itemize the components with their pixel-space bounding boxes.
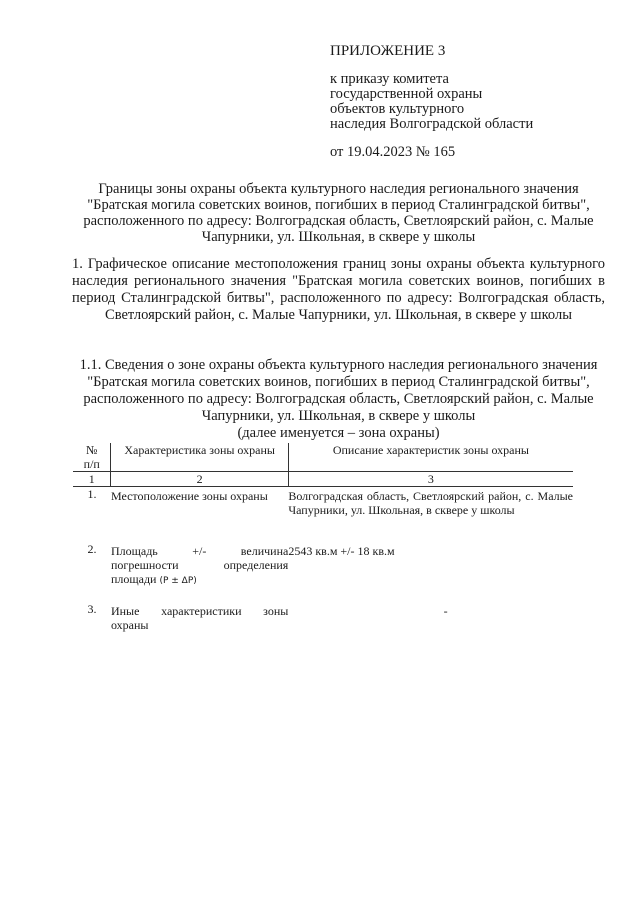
protection-zone-table [73,443,573,642]
table-row [73,602,573,642]
table-header-row [73,443,573,472]
area-formula: (P ± ΔP) [159,576,197,586]
row-number: 3. [87,602,97,616]
section-1-heading: 1. Графическое описание местоположения границ зоны охраны объекта культурного наследия регионального значения "Братская могила советских воинов, погибших в период Сталинградской битвы", расположенного по адресу: Волгоградская область, Светлоярский район, с. Малые Чапурники, ул. Школьная, в сквере у школы [72,256,605,323]
appendix-line: к приказу комитета [330,71,449,87]
header-num [73,443,111,472]
column-number: 2 [111,472,288,487]
row-description: - [443,604,448,618]
appendix-line: объектов культурного [330,101,465,117]
row-description: Волгоградская область, Светлоярский район, с. Малые Чапурники, ул. Школьная, в сквере у школы [288,489,573,517]
header-num-line2: п/п [83,457,100,471]
row-characteristic: Иные характеристики зоны охраны [110,604,289,632]
appendix-date: от 19.04.2023 № 165 [330,144,456,160]
header-characteristic: Характеристика зоны охраны [111,443,288,472]
header-description: Описание характеристик зоны охраны [288,443,573,472]
appendix-line: наследия Волгоградской области [330,116,534,132]
row-characteristic: Местоположение зоны охраны [110,489,268,503]
row-description: 2543 кв.м +/- 18 кв.м [288,544,395,558]
row-number: 1. [87,487,97,501]
section-1-1-note: (далее именуется – зона охраны) [237,425,440,441]
document-title: Границы зоны охраны объекта культурного наследия регионального значения "Братская могила советских воинов, погибших в период Сталинградской битвы", расположенного по адресу: Волгоградская область, Светлоярский район, с. Малые Чапурники, ул. Школьная, в сквере у школы [83,181,594,245]
section-1-1-heading [72,357,605,442]
row-characteristic-text: Площадь +/- величина погрешности определения площади [110,544,289,586]
appendix-line: государственной охраны [330,86,483,102]
row-number: 2. [87,542,97,556]
column-number: 3 [288,472,573,487]
column-number-row [73,472,573,487]
table-row [73,487,573,543]
appendix-heading: ПРИЛОЖЕНИЕ 3 [330,43,446,59]
row-characteristic [111,542,288,602]
header-num-line1: № [86,443,98,457]
table-row [73,542,573,602]
section-1-1-text: 1.1. Сведения о зоне охраны объекта культурного наследия регионального значения "Братская могила советских воинов, погибших в период Сталинградской битвы", расположенного по адресу: Волгоградская область, Светлоярский район, с. Малые Чапурники, ул. Школьная, в сквере у школы [79,357,598,424]
appendix-block [330,44,533,160]
column-number: 1 [73,472,111,487]
